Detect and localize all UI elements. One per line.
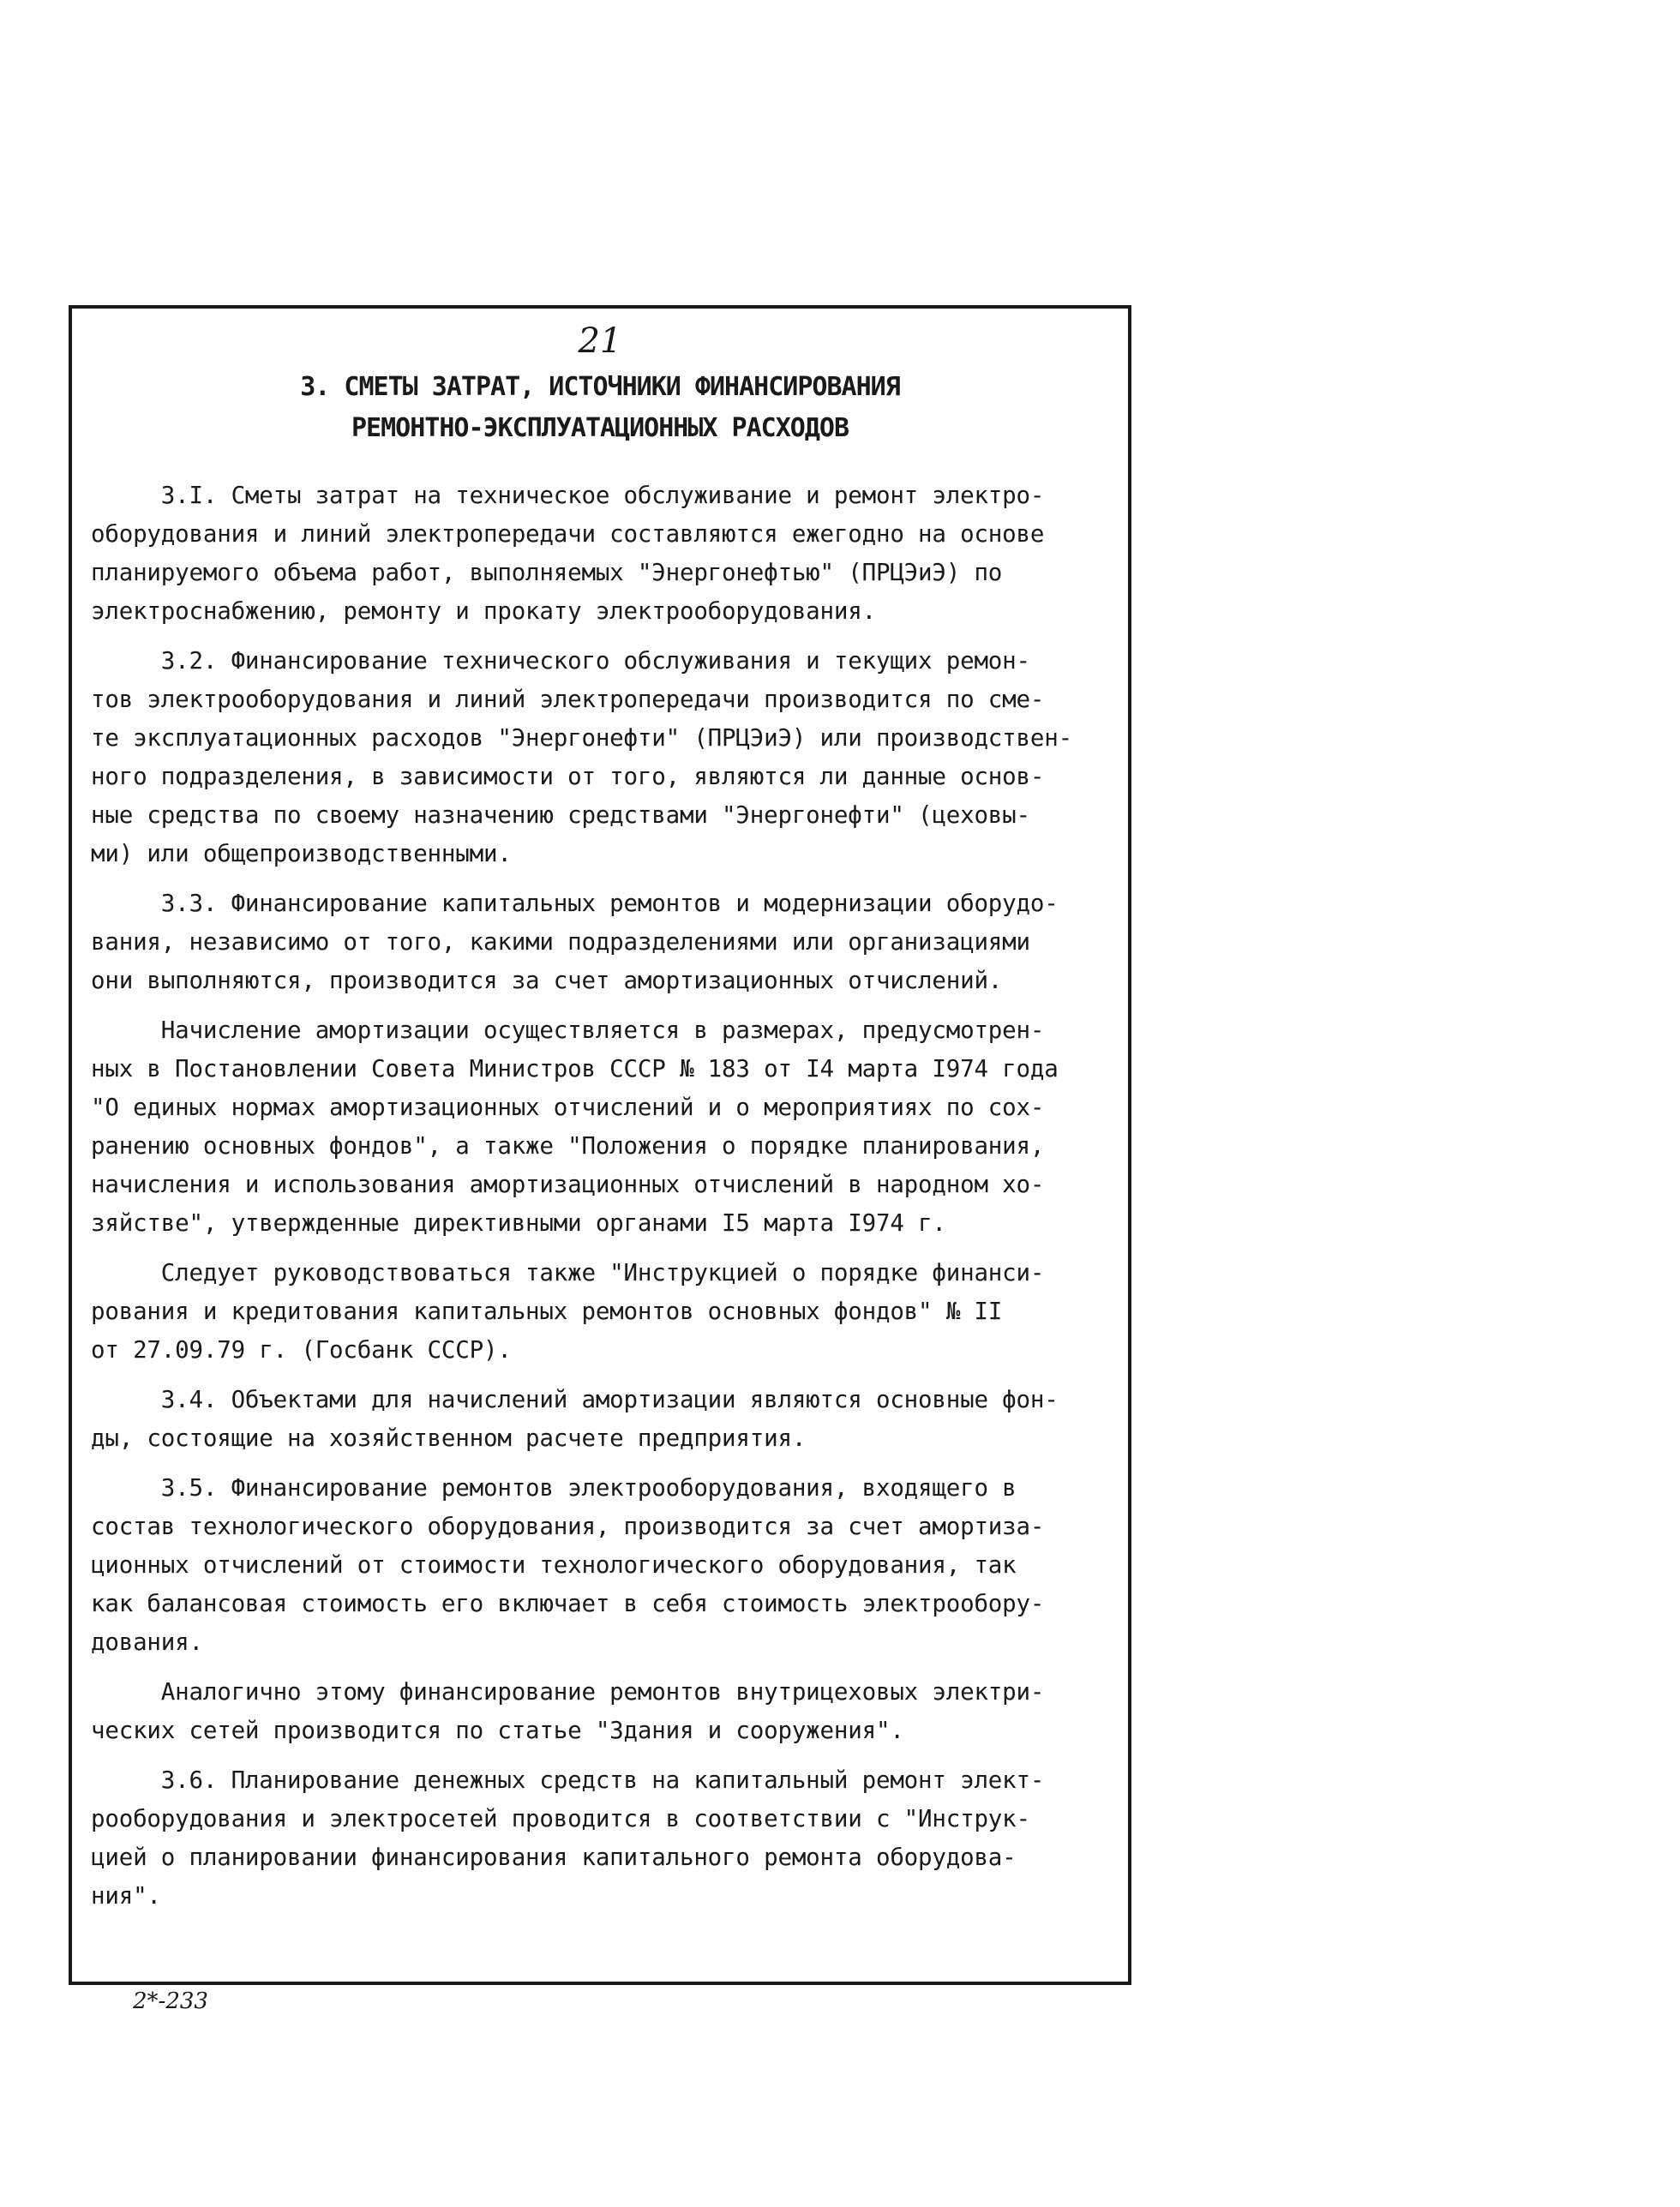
document-frame [69,305,1131,1985]
page-number: 21 [578,321,622,361]
text-line: планируемого объема работ, выполняемых "Энергонефтью" (ПРЦЭиЭ) по [91,559,1003,586]
text-line: вания, независимо от того, какими подразделениями или организациями [91,928,1030,956]
text-line: 3.2. Финансирование технического обслуживания и текущих ремон- [91,647,1030,675]
text-line: ды, состоящие на хозяйственном расчете предприятия. [91,1424,807,1452]
text-line: 3.I. Сметы затрат на техническое обслуживание и ремонт электро- [91,482,1045,509]
text-line: 3.3. Финансирование капитальных ремонтов и модернизации оборудо- [91,890,1059,917]
section-title-line-1: 3. СМЕТЫ ЗАТРАТ, ИСТОЧНИКИ ФИНАНСИРОВАНИЯ [300,372,900,402]
text-line: цией о планировании финансирования капитального ремонта оборудова- [91,1844,1017,1871]
text-line: ные средства по своему назначению средствами "Энергонефти" (цеховы- [91,801,1030,829]
paragraph [91,1469,1119,1662]
text-line: электроснабжению, ремонту и прокату электрооборудования. [91,597,876,625]
text-line: ных в Постановлении Совета Министров СССР № 183 от I4 марта I974 года [91,1055,1059,1083]
paragraph [91,477,1119,631]
text-line: ми) или общепроизводственными. [91,840,512,867]
text-line: ческих сетей производится по статье "Здания и сооружения". [91,1717,904,1744]
text-line: тов электрооборудования и линий электропередачи производится по сме- [91,686,1045,713]
footer-mark: 2*-233 [133,1988,208,2014]
text-line: те эксплуатационных расходов "Энергонефти" (ПРЦЭиЭ) или производствен- [91,724,1072,752]
text-line: ного подразделения, в зависимости от того, являются ли данные основ- [91,763,1045,790]
paragraph [91,1254,1119,1370]
text-line: Аналогично этому финансирование ремонтов внутрицеховых электри- [91,1678,1045,1706]
paragraph [91,1673,1119,1750]
text-line: 3.4. Объектами для начислений амортизации являются основные фон- [91,1386,1059,1413]
body-text [91,477,1119,1927]
text-line: Начисление амортизации осуществляется в размерах, предусмотрен- [91,1017,1045,1044]
text-line: Следует руководствоваться также "Инструкцией о порядке финанси- [91,1259,1045,1286]
text-line: дования. [91,1628,203,1656]
text-line: "О единых нормах амортизационных отчислений и о мероприятиях по сох- [91,1094,1045,1121]
paragraph [91,642,1119,873]
text-line: 3.5. Финансирование ремонтов электрооборудования, входящего в [91,1474,1017,1502]
text-line: состав технологического оборудования, производится за счет амортиза- [91,1513,1045,1540]
section-title-line-2: РЕМОНТНО-ЭКСПЛУАТАЦИОННЫХ РАСХОДОВ [351,413,849,443]
text-line: от 27.09.79 г. (Госбанк СССР). [91,1336,512,1364]
text-line: 3.6. Планирование денежных средств на капитальный ремонт элект- [91,1766,1045,1794]
text-line: оборудования и линий электропередачи составляются ежегодно на основе [91,520,1045,548]
text-line: зяйстве", утвержденные директивными органами I5 марта I974 г. [91,1209,946,1237]
text-line: ранению основных фондов", а также "Положения о порядке планирования, [91,1132,1045,1160]
paragraph [91,885,1119,1000]
paragraph [91,1381,1119,1458]
paragraph [91,1011,1119,1243]
text-line: ционных отчислений от стоимости технологического оборудования, так [91,1551,1017,1579]
section-title [72,367,1128,449]
text-line: они выполняются, производится за счет амортизационных отчислений. [91,967,1003,994]
text-line: рооборудования и электросетей проводится в соответствии с "Инструк- [91,1805,1030,1832]
text-line: рования и кредитования капитальных ремонтов основных фондов" № II [91,1298,1003,1325]
paragraph [91,1761,1119,1916]
text-line: начисления и использования амортизационных отчислений в народном хо- [91,1171,1045,1198]
text-line: как балансовая стоимость его включает в себя стоимость электрообору- [91,1590,1045,1617]
text-line: ния". [91,1882,161,1910]
